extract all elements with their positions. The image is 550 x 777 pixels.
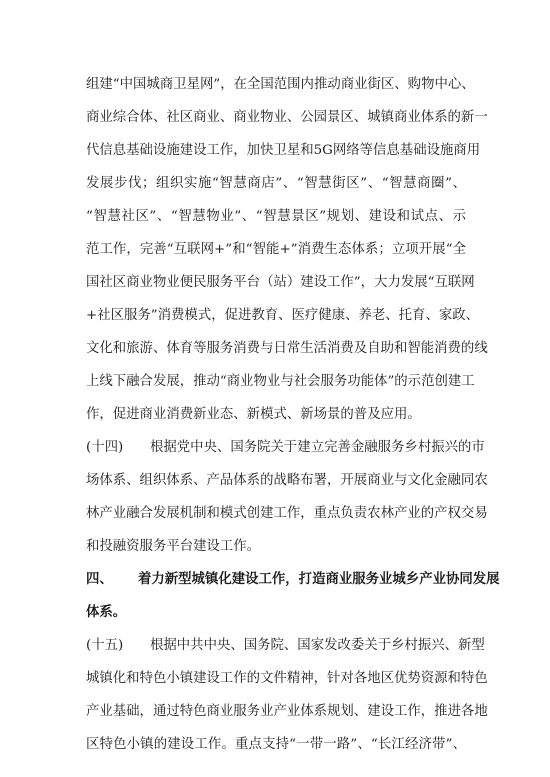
- heading-line: [86, 563, 500, 596]
- heading-line: 体系。: [86, 604, 127, 620]
- text-line: (十五) 根据中共中央、国务院、国家发改委关于乡村振兴、新型: [86, 638, 485, 653]
- paragraph-15: [86, 629, 488, 761]
- text-line: 发展步伐；组织实施“智慧商店”、“智慧街区”、“智慧商圈”、: [86, 176, 466, 191]
- document-page: [86, 68, 500, 761]
- text-line: “智慧社区”、“智慧物业”、“智慧景区”规划、建设和试点、示: [86, 209, 466, 224]
- text-line: 作，促进商业消费新业态、新模式、新场景的普及应用。: [86, 407, 421, 422]
- text-line: 和投融资服务平台建设工作。: [86, 539, 261, 554]
- text-line: 区特色小镇的建设工作。重点支持“一带一路”、“长江经济带”、: [86, 737, 466, 752]
- text-line: 产业基础，通过特色商业服务业产业体系规划、建设工作，推进各地: [86, 704, 488, 719]
- text-line: 范工作，完善“互联网+”和“智能+”消费生态体系；立项开展“全: [86, 242, 466, 257]
- text-line: 上线下融合发展，推动“商业物业与社会服务功能体”的示范创建工: [86, 374, 475, 389]
- section-heading-4: [86, 563, 500, 629]
- paragraph-14: [86, 431, 488, 563]
- text-line: 城镇化和特色小镇建设工作的文件精神，针对各地区优势资源和特色: [86, 671, 488, 686]
- text-line: 组建“中国城商卫星网”，在全国范围内推动商业街区、购物中心、: [86, 77, 475, 92]
- text-line: 场体系、组织体系、产品体系的战略布署，开展商业与文化金融同农: [86, 473, 488, 488]
- text-line: (十四) 根据党中央、国务院关于建立完善金融服务乡村振兴的市: [86, 440, 485, 455]
- text-line: 林产业融合发展机制和模式创建工作，重点负责农林产业的产权交易: [86, 506, 488, 521]
- heading-number: 四、: [86, 571, 113, 587]
- text-line: 文化和旅游、体育等服务消费与日常生活消费及自助和智能消费的线: [86, 341, 488, 356]
- heading-text: 着力新型城镇化建设工作，打造商业服务业城乡产业协同发展: [138, 571, 500, 587]
- text-line: +社区服务”消费模式，促进教育、医疗健康、养老、托育、家政、: [86, 308, 480, 323]
- text-line: 代信息基础设施建设工作，加快卫星和5G网络等信息基础设施商用: [86, 143, 481, 158]
- text-line: 商业综合体、社区商业、商业物业、公园景区、城镇商业体系的新一: [86, 110, 488, 125]
- text-line: 国社区商业物业便民服务平台（站）建设工作”，大力发展“互联网: [86, 275, 475, 290]
- paragraph-smart-commerce: [86, 68, 488, 431]
